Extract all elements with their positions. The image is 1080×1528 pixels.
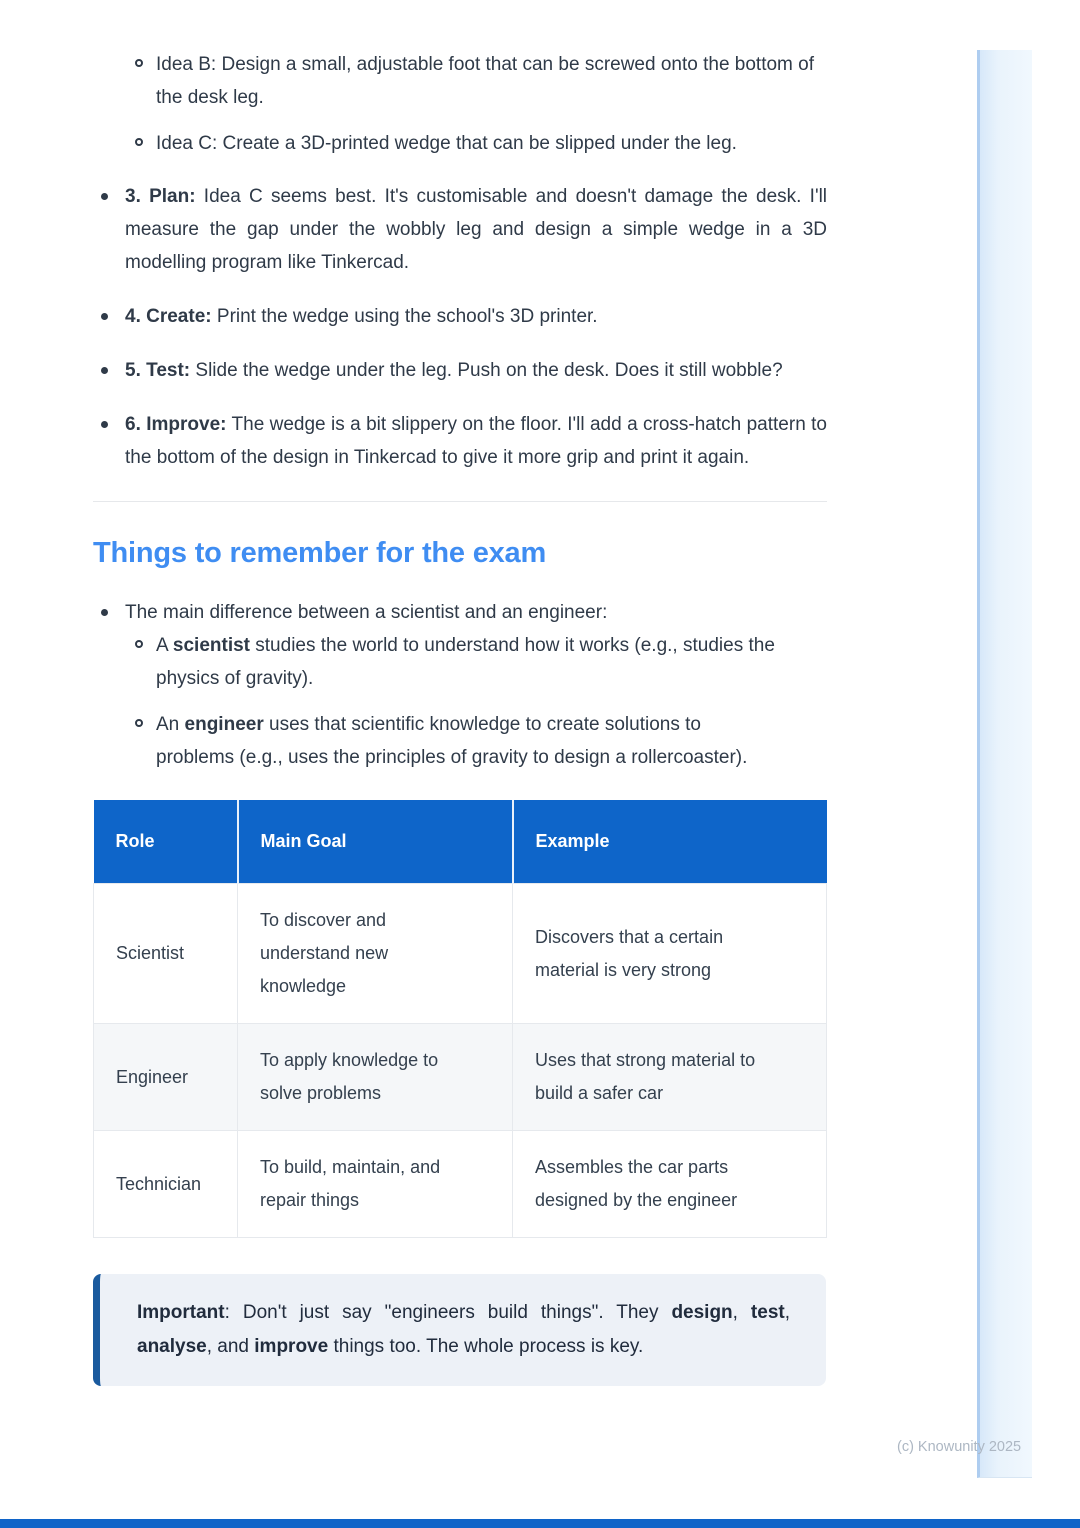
table-cell: Uses that strong material to build a safer car [513, 1024, 827, 1131]
bullet-dot-icon [101, 193, 108, 200]
list-item [93, 48, 827, 114]
table-cell: To apply knowledge to solve problems [238, 1024, 513, 1131]
bullet-dot-icon [101, 313, 108, 320]
scientist-definition: A scientist studies the world to understand how it works (e.g., studies the physics of gravity). [156, 635, 775, 689]
circle-bullet-icon [135, 719, 143, 727]
callout-text: Important: Don't just say "engineers build things". They design, test, analyse, and improve things too. The whole process is key. [137, 1302, 790, 1357]
list-item [93, 708, 827, 774]
table-row [94, 884, 827, 1024]
bullet-dot-icon [101, 367, 108, 374]
circle-bullet-icon [135, 59, 143, 67]
column-header-role: Role [94, 800, 238, 884]
intro-bullet-text: The main difference between a scientist and an engineer: [125, 602, 608, 623]
section-heading: Things to remember for the exam [93, 537, 547, 569]
step-text: Slide the wedge under the leg. Push on the desk. Does it still wobble? [195, 360, 783, 381]
page-edge-strip [977, 50, 1032, 1478]
step-label: 3. Plan: [125, 186, 196, 207]
circle-bullet-icon [135, 640, 143, 648]
step-text: Idea C seems best. It's customisable and doesn't damage the desk. I'll measure the gap under the wobbly leg and design a simple wedge in a 3D modelling program like Tinkercad. [125, 186, 828, 273]
bullet-dot-icon [101, 609, 108, 616]
engineer-definition: An engineer uses that scientific knowledge to create solutions to problems (e.g., uses the principles of gravity to design a rollercoaster). [156, 714, 748, 768]
document-content [93, 0, 827, 1386]
list-item [93, 300, 827, 333]
table-cell: Engineer [94, 1024, 238, 1131]
column-header-main-goal: Main Goal [238, 800, 513, 884]
step-label: 6. Improve: [125, 414, 227, 435]
copyright-watermark: (c) Knowunity 2025 [897, 1439, 1022, 1455]
table-cell: Discovers that a certain material is very strong [513, 884, 827, 1024]
table-cell: Technician [94, 1131, 238, 1238]
exam-notes-list [93, 596, 827, 629]
column-header-example: Example [513, 800, 827, 884]
page-footer-bar [0, 1519, 1080, 1528]
list-item [93, 354, 827, 387]
roles-comparison-table [93, 800, 827, 1238]
table-row [94, 1131, 827, 1238]
section-divider [93, 501, 827, 502]
important-callout [93, 1274, 826, 1386]
process-steps-list [93, 180, 827, 474]
step-label: 5. Test: [125, 360, 191, 381]
list-item [93, 127, 827, 160]
list-item [93, 596, 827, 629]
circle-bullet-icon [135, 138, 143, 146]
list-item [93, 180, 827, 279]
table-header-row [94, 800, 827, 884]
idea-c-text: Idea C: Create a 3D-printed wedge that can be slipped under the leg. [156, 133, 737, 154]
idea-list [93, 48, 827, 160]
idea-b-text: Idea B: Design a small, adjustable foot that can be screwed onto the bottom of the desk leg. [156, 54, 815, 108]
table-row [94, 1024, 827, 1131]
table-cell: Assembles the car parts designed by the engineer [513, 1131, 827, 1238]
table-cell: To discover and understand new knowledge [238, 884, 513, 1024]
bullet-dot-icon [101, 421, 108, 428]
table-cell: To build, maintain, and repair things [238, 1131, 513, 1238]
step-label: 4. Create: [125, 306, 212, 327]
difference-sub-list [93, 629, 827, 774]
step-text: The wedge is a bit slippery on the floor. I'll add a cross-hatch pattern to the bottom of the design in Tinkercad to give it more grip and print it again. [125, 414, 827, 468]
table-cell: Scientist [94, 884, 238, 1024]
list-item [93, 629, 827, 695]
list-item [93, 408, 827, 474]
step-text: Print the wedge using the school's 3D printer. [216, 306, 598, 327]
